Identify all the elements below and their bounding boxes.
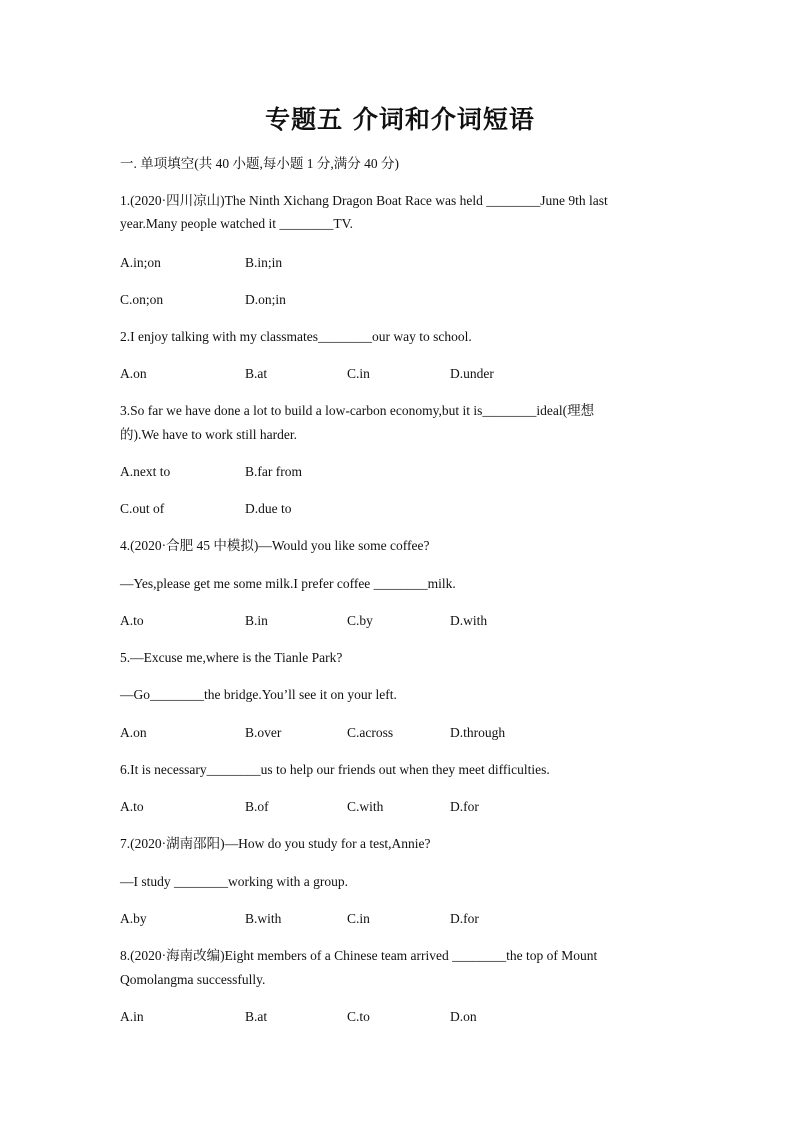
question-8-line-2: Qomolangma successfully. <box>120 972 266 987</box>
question-1-line-2: year.Many people watched it ________TV. <box>120 216 353 231</box>
question-4-option-d[interactable]: D.with <box>450 613 488 628</box>
question-3-line-1: 3.So far we have done a lot to build a low-carbon economy,but it is________ideal(理想 <box>120 403 595 418</box>
question-5-line-1: 5.—Excuse me,where is the Tianle Park? <box>120 650 343 665</box>
page-title: 专题五 介词和介词短语 <box>265 105 535 134</box>
question-3-line-2: 的).We have to work still harder. <box>120 427 297 442</box>
question-8-option-c[interactable]: C.to <box>347 1009 370 1024</box>
question-5-option-c[interactable]: C.across <box>347 725 394 740</box>
question-4-option-a[interactable]: A.to <box>120 613 144 628</box>
question-7-option-b[interactable]: B.with <box>245 911 282 926</box>
question-3-option-a[interactable]: A.next to <box>120 464 171 479</box>
question-1-line-1: 1.(2020·四川凉山)The Ninth Xichang Dragon Boat Race was held ________June 9th last <box>120 193 608 208</box>
question-2-option-a[interactable]: A.on <box>120 366 147 381</box>
question-2-option-b[interactable]: B.at <box>245 366 268 381</box>
question-4-option-c[interactable]: C.by <box>347 613 373 628</box>
question-7-line-2: —I study ________working with a group. <box>120 874 348 889</box>
section-heading: 一. 单项填空(共 40 小题,每小题 1 分,满分 40 分) <box>120 156 399 171</box>
question-2-option-d[interactable]: D.under <box>450 366 494 381</box>
question-8-option-d[interactable]: D.on <box>450 1009 477 1024</box>
question-1-option-c[interactable]: C.on;on <box>120 292 164 307</box>
question-2-option-c[interactable]: C.in <box>347 366 370 381</box>
question-4-line-1: 4.(2020·合肥 45 中模拟)—Would you like some coffee? <box>120 538 430 553</box>
question-5-line-2: —Go________the bridge.You’ll see it on your left. <box>120 687 397 702</box>
question-7-option-a[interactable]: A.by <box>120 911 147 926</box>
question-3-option-b[interactable]: B.far from <box>245 464 302 479</box>
question-3-option-d[interactable]: D.due to <box>245 501 292 516</box>
question-8-option-a[interactable]: A.in <box>120 1009 144 1024</box>
question-6-option-a[interactable]: A.to <box>120 799 144 814</box>
question-5-option-b[interactable]: B.over <box>245 725 282 740</box>
question-6-option-d[interactable]: D.for <box>450 799 479 814</box>
question-6-option-c[interactable]: C.with <box>347 799 384 814</box>
question-4-option-b[interactable]: B.in <box>245 613 268 628</box>
question-8-line-1: 8.(2020·海南改编)Eight members of a Chinese team arrived ________the top of Mount <box>120 948 598 963</box>
question-1-option-b[interactable]: B.in;in <box>245 255 283 270</box>
question-7-option-c[interactable]: C.in <box>347 911 370 926</box>
question-4-line-2: —Yes,please get me some milk.I prefer coffee ________milk. <box>120 576 456 591</box>
question-1-option-a[interactable]: A.in;on <box>120 255 161 270</box>
question-5-option-d[interactable]: D.through <box>450 725 506 740</box>
question-5-option-a[interactable]: A.on <box>120 725 147 740</box>
question-6-line-1: 6.It is necessary________us to help our friends out when they meet difficulties. <box>120 762 550 777</box>
question-6-option-b[interactable]: B.of <box>245 799 269 814</box>
question-2-line-1: 2.I enjoy talking with my classmates________our way to school. <box>120 329 472 344</box>
question-7-option-d[interactable]: D.for <box>450 911 479 926</box>
question-7-line-1: 7.(2020·湖南邵阳)—How do you study for a test,Annie? <box>120 836 431 851</box>
question-8-option-b[interactable]: B.at <box>245 1009 268 1024</box>
question-3-option-c[interactable]: C.out of <box>120 501 165 516</box>
question-1-option-d[interactable]: D.on;in <box>245 292 286 307</box>
